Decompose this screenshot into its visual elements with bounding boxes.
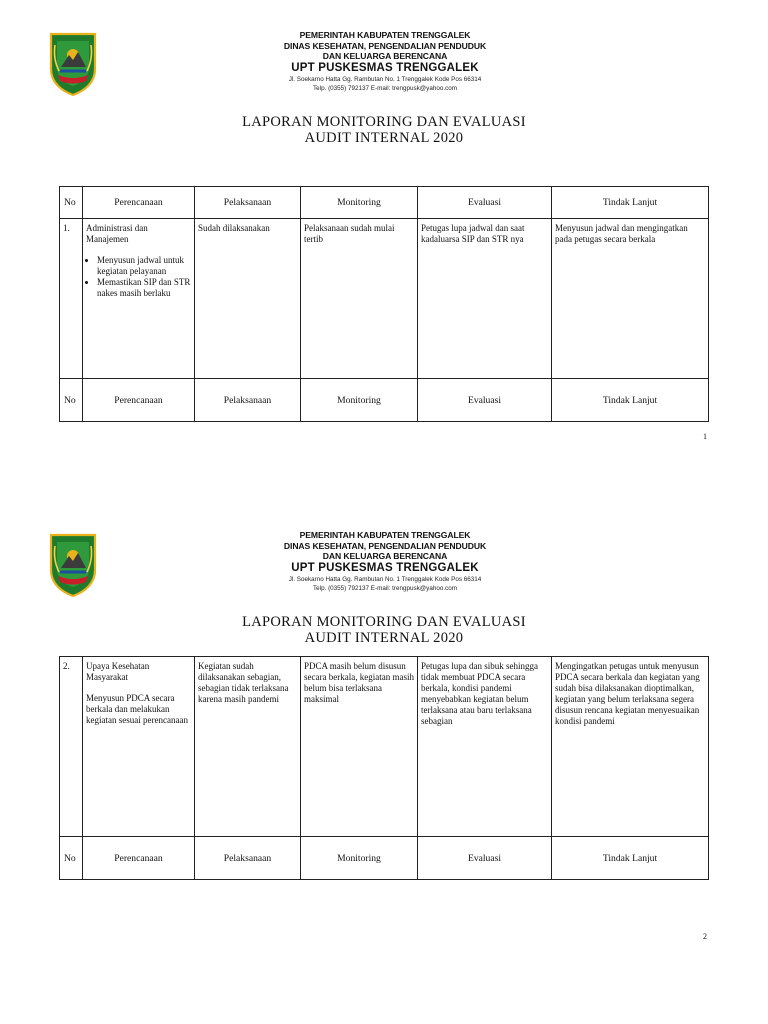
col-footer-monitoring: Monitoring xyxy=(301,837,418,880)
col-footer-tindak-lanjut: Tindak Lanjut xyxy=(552,379,709,422)
report-title xyxy=(0,614,768,646)
letterhead-line-3: DAN KELUARGA BERENCANA xyxy=(322,551,448,561)
page-number: 2 xyxy=(703,932,707,941)
perencanaan-list xyxy=(86,255,191,299)
table-header-row xyxy=(60,187,709,219)
report-title-line-1: LAPORAN MONITORING DAN EVALUASI xyxy=(242,614,526,630)
letterhead-contact: Telp. (0355) 792137 E-mail: trengpusk@yahoo.com xyxy=(313,584,457,592)
monitoring-table-1 xyxy=(59,186,709,422)
letterhead-line-2: DINAS KESEHATAN, PENGENDALIAN PENDUDUK xyxy=(283,540,487,551)
col-footer-perencanaan: Perencanaan xyxy=(83,379,195,422)
col-footer-tindak-lanjut: Tindak Lanjut xyxy=(552,837,709,880)
cell-pelaksanaan: Sudah dilaksanakan xyxy=(195,219,301,379)
perencanaan-title: Upaya Kesehatan Masyarakat xyxy=(86,661,150,682)
col-header-tindak-lanjut: Tindak Lanjut xyxy=(552,187,709,219)
letterhead-line-1: PEMERINTAH KABUPATEN TRENGGALEK xyxy=(299,30,471,40)
cell-perencanaan xyxy=(83,657,195,837)
trenggalek-regency-emblem xyxy=(48,31,98,97)
document-page-2 xyxy=(0,478,768,948)
report-title-line-2: AUDIT INTERNAL 2020 xyxy=(304,630,464,646)
letterhead xyxy=(170,30,600,93)
letterhead-line-1: PEMERINTAH KABUPATEN TRENGGALEK xyxy=(299,530,471,540)
col-footer-pelaksanaan: Pelaksanaan xyxy=(195,837,301,880)
cell-perencanaan xyxy=(83,219,195,379)
col-header-pelaksanaan: Pelaksanaan xyxy=(195,187,301,219)
report-title xyxy=(0,114,768,146)
report-title-line-2: AUDIT INTERNAL 2020 xyxy=(304,130,464,146)
cell-monitoring: PDCA masih belum disusun secara berkala, kegiatan masih belum bisa terlaksana maksimal xyxy=(301,657,418,837)
cell-tindak-lanjut: Mengingatkan petugas untuk menyusun PDCA secara berkala dan kegiatan yang sudah bisa dilaksanakan dioptimalkan, kegiatan yang belum terlaksana segera disusun rencana kegiatan menyesuaikan kondisi pandemi xyxy=(552,657,709,837)
list-item: • Memastikan SIP dan STR nakes masih berlaku xyxy=(97,277,191,299)
col-header-monitoring: Monitoring xyxy=(301,187,418,219)
table-row xyxy=(60,219,709,379)
col-footer-perencanaan: Perencanaan xyxy=(83,837,195,880)
cell-monitoring: Pelaksanaan sudah mulai tertib xyxy=(301,219,418,379)
col-footer-evaluasi: Evaluasi xyxy=(418,379,552,422)
letterhead-contact: Telp. (0355) 792137 E-mail: trengpusk@yahoo.com xyxy=(313,84,457,92)
letterhead-institution: UPT PUSKESMAS TRENGGALEK xyxy=(291,561,479,574)
table-row xyxy=(60,657,709,837)
col-footer-evaluasi: Evaluasi xyxy=(418,837,552,880)
trenggalek-regency-emblem xyxy=(48,532,98,598)
cell-no: 2. xyxy=(60,657,83,837)
col-footer-no: No xyxy=(60,837,83,880)
col-footer-pelaksanaan: Pelaksanaan xyxy=(195,379,301,422)
cell-evaluasi: Petugas lupa dan sibuk sehingga tidak membuat PDCA secara berkala, kondisi pandemi menyebabkan kegiatan belum terlaksana atau baru terlaksana sebagian xyxy=(418,657,552,837)
col-footer-no: No xyxy=(60,379,83,422)
monitoring-table-2 xyxy=(59,656,709,880)
letterhead-address: Jl. Soekarno Hatta Gg. Rambutan No. 1 Trenggalek Kode Pos 66314 xyxy=(288,575,482,583)
table-footer-header-row xyxy=(60,379,709,422)
cell-tindak-lanjut: Menyusun jadwal dan mengingatkan pada petugas secara berkala xyxy=(552,219,709,379)
perencanaan-body: Menyusun PDCA secara berkala dan melakukan kegiatan sesuai perencanaan xyxy=(86,693,188,725)
col-header-no: No xyxy=(60,187,83,219)
cell-pelaksanaan: Kegiatan sudah dilaksanakan sebagian, sebagian tidak terlaksana karena masih pandemi xyxy=(195,657,301,837)
list-item: • Menyusun jadwal untuk kegiatan pelayanan xyxy=(97,255,191,277)
col-header-perencanaan: Perencanaan xyxy=(83,187,195,219)
perencanaan-title: Administrasi dan Manajemen xyxy=(86,223,148,244)
cell-evaluasi: Petugas lupa jadwal dan saat kadaluarsa SIP dan STR nya xyxy=(418,219,552,379)
col-header-evaluasi: Evaluasi xyxy=(418,187,552,219)
table-footer-header-row xyxy=(60,837,709,880)
letterhead-address: Jl. Soekarno Hatta Gg. Rambutan No. 1 Trenggalek Kode Pos 66314 xyxy=(288,75,482,83)
letterhead-institution: UPT PUSKESMAS TRENGGALEK xyxy=(291,61,479,74)
letterhead-line-2: DINAS KESEHATAN, PENGENDALIAN PENDUDUK xyxy=(283,40,487,51)
letterhead-line-3: DAN KELUARGA BERENCANA xyxy=(322,51,448,61)
letterhead xyxy=(170,530,600,593)
col-footer-monitoring: Monitoring xyxy=(301,379,418,422)
page-number: 1 xyxy=(703,432,707,441)
report-title-line-1: LAPORAN MONITORING DAN EVALUASI xyxy=(242,114,526,130)
cell-no: 1. xyxy=(60,219,83,379)
document-page-1 xyxy=(0,0,768,470)
